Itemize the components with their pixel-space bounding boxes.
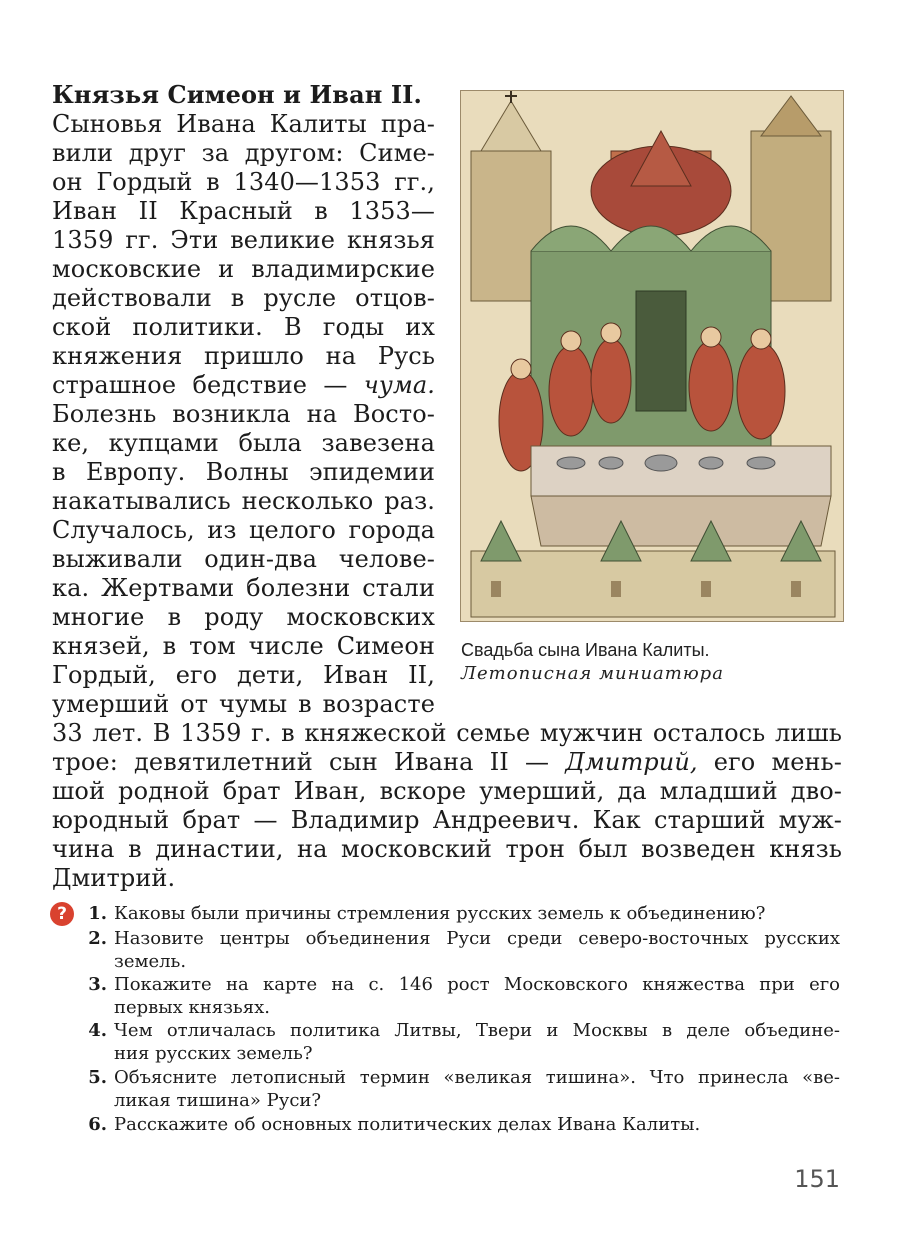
text-line: княжения пришло на Русь <box>52 342 435 370</box>
text-line: 33 лет. В 1359 г. в княжеской семье мужчин осталось лишь <box>52 719 842 747</box>
question-number: 2. <box>88 928 107 949</box>
question-text: Объясните летописный термин «великая тишина». Что принесла «ве- <box>114 1067 840 1088</box>
figure-caption-subtitle: Летописная миниатюра <box>461 663 724 684</box>
text-line: ской политики. В годы их <box>52 313 435 341</box>
text-line: действовали в русле отцов- <box>52 284 435 312</box>
text-line: Иван II Красный в 1353— <box>52 197 435 225</box>
text-line: Сыновья Ивана Калиты пра- <box>52 110 435 138</box>
text-line: ке, купцами была завезена <box>52 429 435 457</box>
text-line: ка. Жертвами болезни стали <box>52 574 435 602</box>
text-line: в Европу. Волны эпидемии <box>52 458 435 486</box>
text-span: страшное бедствие — <box>52 371 364 399</box>
chronicle-miniature-image <box>460 90 844 622</box>
question-text: Покажите на карте на с. 146 рост Московского княжества при его <box>114 974 840 995</box>
text-line: 1359 гг. Эти великие князья <box>52 226 435 254</box>
figure-caption: Свадьба сына Ивана Калиты. <box>461 640 710 660</box>
question-number: 6. <box>88 1114 107 1135</box>
question-text: Каковы были причины стремления русских земель к объединению? <box>114 903 766 924</box>
text-line: Гордый, его дети, Иван II, <box>52 661 435 689</box>
text-line: вили друг за другом: Симе- <box>52 139 435 167</box>
question-icon: ? <box>50 902 74 926</box>
question-text: ликая тишина» Руси? <box>114 1090 322 1111</box>
text-line: Болезнь возникла на Восто- <box>52 400 435 428</box>
text-line: Дмитрий. <box>52 864 176 892</box>
text-line: выживали один-два челове- <box>52 545 435 573</box>
text-line: чина в династии, на московский трон был возведен князь <box>52 835 842 863</box>
text-line <box>52 747 842 777</box>
text-line: он Гордый в 1340—1353 гг., <box>52 168 435 196</box>
text-line: умерший от чумы в возрасте <box>52 690 435 718</box>
text-line: московские и владимирские <box>52 255 435 283</box>
emphasis-text: чума. <box>363 371 435 399</box>
miniature-drawing <box>461 91 844 622</box>
text-line: князей, в том числе Симеон <box>52 632 435 660</box>
question-text: первых князьях. <box>114 997 270 1018</box>
text-line: накатывались несколько раз. <box>52 487 435 515</box>
text-line <box>52 370 435 400</box>
text-span: трое: девятилетний сын Ивана II — <box>52 748 566 776</box>
question-text: земель. <box>114 951 187 972</box>
text-line: шой родной брат Иван, вскоре умерший, да младший дво- <box>52 777 842 805</box>
question-number: 5. <box>88 1067 107 1088</box>
question-text: Назовите центры объединения Руси среди северо-восточных русских <box>114 928 840 949</box>
page-number: 151 <box>794 1165 840 1193</box>
question-number: 1. <box>88 903 107 924</box>
section-heading: Князья Симеон и Иван II. <box>52 80 422 109</box>
emphasis-text: Дмитрий, <box>565 748 698 776</box>
text-span: его мень- <box>697 748 842 776</box>
question-number: 3. <box>88 974 107 995</box>
text-line: юродный брат — Владимир Андреевич. Как старший муж- <box>52 806 842 834</box>
text-line: многие в роду московских <box>52 603 435 631</box>
question-number: 4. <box>88 1020 107 1041</box>
question-text: ния русских земель? <box>114 1043 313 1064</box>
question-text: Чем отличалась политика Литвы, Твери и Москвы в деле объедине- <box>114 1020 840 1041</box>
text-line: Случалось, из целого города <box>52 516 435 544</box>
question-text: Расскажите об основных политических делах Ивана Калиты. <box>114 1114 701 1135</box>
